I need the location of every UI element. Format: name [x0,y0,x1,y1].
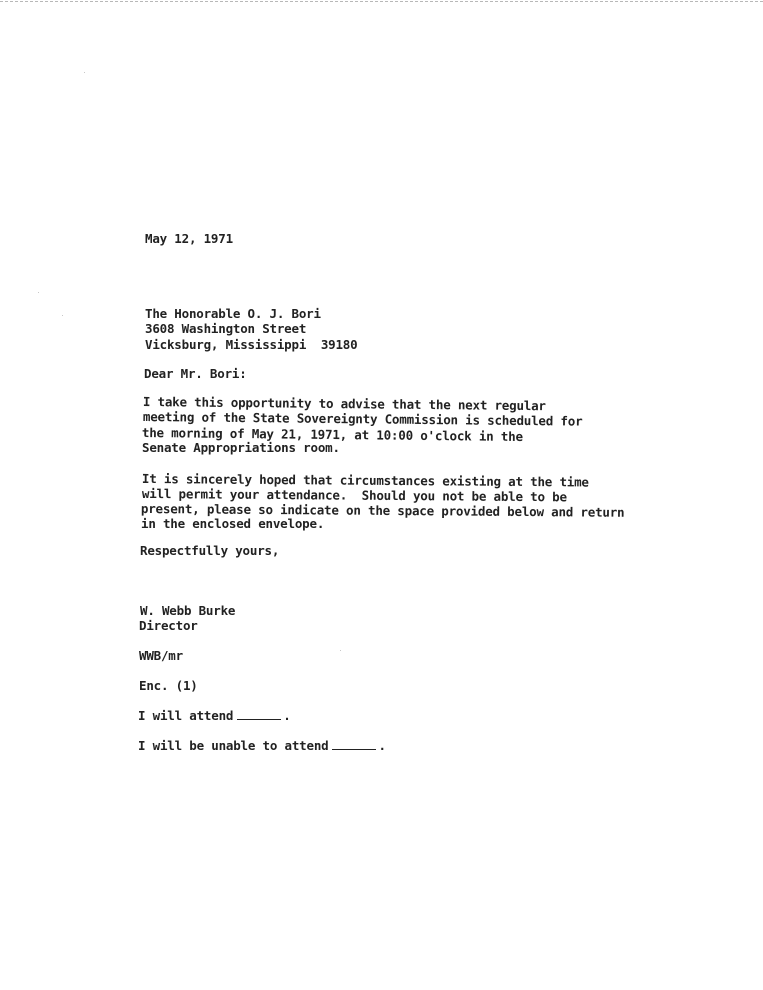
unable-blank [332,738,376,750]
recipient-name: The Honorable O. J. Bori [145,306,321,321]
paragraph1-line: I take this opportunity to advise that the next regular [142,394,546,414]
attend-label: I will attend [138,708,234,723]
unable-response-line [138,738,386,753]
unable-period: . [378,738,386,753]
letter-date: May 12, 1971 [145,231,233,246]
paper-speck [38,292,39,293]
signer-title: Director [139,618,198,633]
attend-period: . [283,708,291,723]
paragraph1-line: Senate Appropriations room. [142,440,340,455]
paragraph2-line: will permit your attendance. Should you not be able to be [141,486,567,505]
attend-blank [237,708,281,720]
paragraph1-line: the morning of May 21, 1971, at 10:00 o'clock in the [141,425,523,444]
paper-speck [340,650,341,651]
paragraph2-line: in the enclosed envelope. [141,516,325,531]
paragraph2-line: present, please so indicate on the space provided below and return [140,501,625,520]
recipient-city: Vicksburg, Mississippi 39180 [145,337,358,352]
salutation: Dear Mr. Bori: [144,366,247,381]
paper-speck [84,72,85,73]
signer-name: W. Webb Burke [140,603,236,618]
attend-response-line [138,708,291,723]
paragraph2-line: It is sincerely hoped that circumstances existing at the time [141,471,589,490]
closing: Respectfully yours, [140,543,280,558]
paper-speck [62,315,63,316]
enclosure: Enc. (1) [139,678,198,693]
recipient-street: 3608 Washington Street [145,321,307,336]
unable-label: I will be unable to attend [138,738,329,753]
paragraph1-line: meeting of the State Sovereignty Commission is scheduled for [142,409,583,429]
initials: WWB/mr [139,648,183,663]
